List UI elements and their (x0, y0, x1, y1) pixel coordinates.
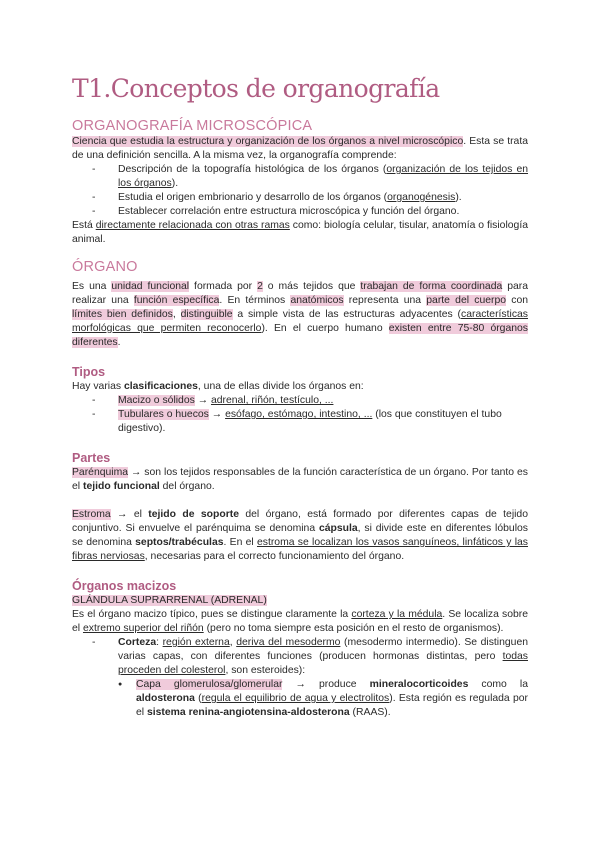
partes-parenquima: Parénquima → son los tejidos responsables de la función característica de un órgano. Por tanto es el tejido funcional del órgano. (72, 467, 528, 492)
list-item: - Macizo o sólidos → adrenal, riñón, testículo, ... (92, 394, 528, 408)
corteza-sublist (72, 678, 528, 720)
page-title: T1.Conceptos de organografía (72, 74, 440, 103)
list-item: - Estudia el origen embrionario y desarrollo de los órganos (organogénesis). (92, 191, 528, 205)
list-item: - Establecer correlación entre estructura microscópica y función del órgano. (92, 205, 528, 219)
heading-microscopica: ORGANOGRAFÍA MICROSCÓPICA (72, 118, 313, 134)
partes-estroma: Estroma → el tejido de soporte del órgano, está formado por diferentes capas de tejido conjuntivo. Si envuelve el parénquima se denomina cápsula, si divide este en diferentes lóbulos se denomina septos/trabéculas. En el estroma se localizan los vasos sanguíneos, linfáticos y las fibras nerviosas, necesarias para el correcto funcionamiento del órgano. (72, 509, 528, 562)
heading-macizos: Órganos macizos (72, 579, 177, 593)
list-item: - Descripción de la topografía histológica de los órganos (organización de los tejidos en los órganos). (92, 163, 528, 191)
microscopica-relation: Está directamente relacionada con otras ramas como: biología celular, tisular, anatomía o fisiología animal. (72, 220, 528, 245)
macizos-list (72, 636, 528, 678)
list-item: - Tubulares o huecos → esófago, estómago, intestino, ... (los que constituyen el tubo digestivo). (92, 408, 528, 436)
organo-paragraph: Es una unidad funcional formada por 2 o más tejidos que trabajan de forma coordinada para realizar una función específica. En términos anatómicos representa una parte del cuerpo con límites bien definidos, distinguible a simple vista de las estructuras adyacentes (características morfológicas que permiten reconocerlo). En el cuerpo humano existen entre 75-80 órganos diferentes. (72, 281, 529, 348)
document-page (72, 72, 528, 720)
microscopica-definition: Ciencia que estudia la estructura y organización de los órganos a nivel microscópico. Esta se trata de una definición sencilla. A la misma vez, la organografía comprende: (72, 136, 528, 161)
microscopica-list (72, 163, 528, 219)
macizos-paragraph: Es el órgano macizo típico, pues se distingue claramente la corteza y la médula. Se localiza sobre el extremo superior del riñón (pero no toma siempre esta posición en el resto de organismos). (72, 609, 529, 634)
heading-tipos: Tipos (72, 365, 106, 379)
list-item: - Corteza: región externa, deriva del mesodermo (mesodermo intermedio). Se distinguen varias capas, con diferentes funciones (producen hormonas distintas, pero todas proceden del colesterol, son esteroides): (92, 636, 528, 678)
macizos-subheading: GLÁNDULA SUPRARRENAL (ADRENAL) (72, 595, 267, 606)
heading-organo: ÓRGANO (72, 259, 138, 275)
list-item: ● Capa glomerulosa/glomerular → produce mineralocorticoides como la aldosterona (regula el equilibrio de agua y electrolitos). Esta región es regulada por el sistema renina-angiotensina-aldosterona (RAAS). (118, 678, 528, 720)
tipos-intro: Hay varias clasificaciones, una de ellas divide los órganos en: (72, 381, 364, 392)
heading-partes: Partes (72, 451, 111, 465)
tipos-list (72, 394, 528, 436)
